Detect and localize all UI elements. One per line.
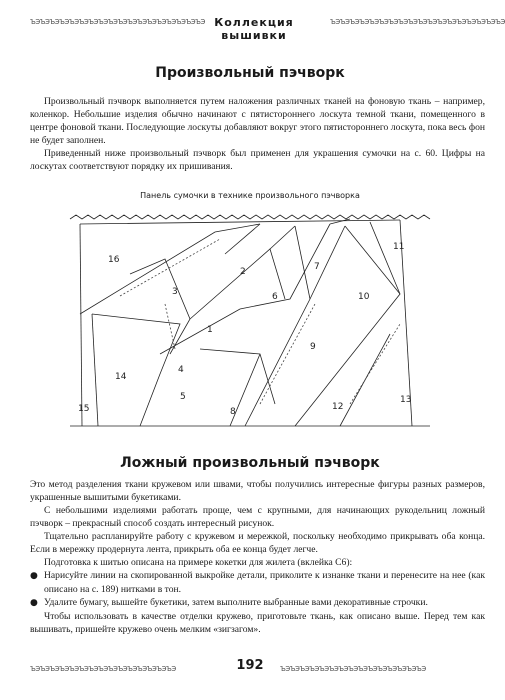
- patch-label: 11: [393, 242, 405, 252]
- patch-seam: [130, 259, 190, 354]
- paragraph: Тщательно распланируйте работу с кружевом и мережкой, поскольку необходимо прикрывать оба конца. Если в мережку продернута лента, прикрыть оба ее конца будет легче.: [30, 531, 485, 555]
- section-title: Произвольный пэчворк: [155, 65, 345, 81]
- patch-label: 5: [180, 392, 186, 402]
- patch-seam: [330, 219, 350, 224]
- patchwork-diagram: [70, 204, 430, 434]
- patch-seam: [245, 226, 310, 426]
- patch-seam: [270, 226, 295, 249]
- bullet-item: [30, 596, 485, 610]
- section-intro: [30, 95, 485, 173]
- patch-label: 1: [207, 325, 213, 335]
- paragraph: Чтобы использовать в качестве отделки кружево, приготовьте ткань, как описано выше. Перед тем как вышивать, пришейте кружево очень мелким «зигзагом».: [30, 611, 485, 635]
- paragraph: С небольшими изделиями работать проще, чем с крупными, для начинающих рукодельниц ложный пэчворк – прекрасный способ создать интересный рисунок.: [30, 505, 485, 529]
- bullet-icon: ●: [30, 598, 38, 608]
- bullet-text: Нарисуйте линии на скопированной выкройке детали, приколите к изнанке ткани и перенесите на нее (как описано на с. 189) нитками в тон.: [44, 570, 485, 595]
- patch-seam: [200, 349, 275, 404]
- patch-label: 13: [400, 395, 412, 405]
- paragraph: Приведенный ниже произвольный пэчворк был применен для украшения сумочки на с. 60. Цифры на лоскутах соответствуют порядку их пришивания.: [30, 148, 485, 172]
- patch-label: 12: [332, 402, 344, 412]
- patch-label: 14: [115, 372, 127, 382]
- diagram-caption: Панель сумочки в технике произвольного пэчворка: [140, 191, 360, 200]
- patch-label: 9: [310, 342, 316, 352]
- patch-label: 6: [272, 292, 278, 302]
- patch-label: 7: [314, 262, 320, 272]
- bullet-text: Удалите бумагу, вышейте букетики, затем выполните выбранные вами декоративные строчки.: [44, 597, 428, 608]
- paragraph: Произвольный пэчворк выполняется путем наложения различных тканей на фоновую ткань – например, коленкор. Небольшие изделия обычно начинают с пятистороннего лоскута темной ткани, помещенного в центре фоновой ткани. Последующие лоскуты добавляют вокруг этого пятистороннего лоскута, пока весь фон не будет заполнен.: [30, 96, 485, 146]
- header-ornament-right: ЪЭЪЭЪЭЪЭЪЭЪЭЪЭЪЭЪЭЪЭЪЭЪЭЪЭЪЭЪЭЪЭЪЭЪЭ: [330, 18, 505, 26]
- patch-label: 2: [240, 267, 246, 277]
- paragraph: Это метод разделения ткани кружевом или швами, чтобы получились интересные фигуры разных размеров, украшенные вышитыми букетиками.: [30, 479, 485, 503]
- patch-seam: [345, 226, 400, 294]
- bullet-item: [30, 569, 485, 596]
- section-title: Ложный произвольный пэчворк: [120, 455, 380, 471]
- patch-seam: [160, 224, 330, 354]
- patch-label: 3: [172, 287, 178, 297]
- top-zigzag-edge: [70, 215, 430, 219]
- paragraph: Подготовка к шитью описана на примере кокетки для жилета (вклейка С6):: [44, 557, 353, 568]
- patch-seam: [190, 249, 285, 319]
- footer-ornament-left: ЪЭЪЭЪЭЪЭЪЭЪЭЪЭЪЭЪЭЪЭЪЭЪЭЪЭЪЭЪЭ: [30, 665, 176, 673]
- patch-label: 10: [358, 292, 370, 302]
- section-body: [30, 478, 485, 636]
- page-number: 192: [236, 658, 264, 673]
- bullet-icon: ●: [30, 571, 38, 581]
- patch-seam: [92, 314, 98, 426]
- patch-seam: [80, 224, 260, 314]
- footer-ornament-right: ЪЭЪЭЪЭЪЭЪЭЪЭЪЭЪЭЪЭЪЭЪЭЪЭЪЭЪЭЪЭ: [280, 665, 426, 673]
- running-header: Коллекция вышивки: [214, 16, 294, 42]
- patch-seam: [92, 314, 180, 426]
- patch-label: 15: [78, 404, 90, 414]
- patch-label: 4: [178, 365, 184, 375]
- header-ornament-left: ЪЭЪЭЪЭЪЭЪЭЪЭЪЭЪЭЪЭЪЭЪЭЪЭЪЭЪЭЪЭЪЭЪЭЪЭ: [30, 18, 205, 26]
- patch-seam: [225, 224, 260, 254]
- patch-seam: [295, 222, 400, 426]
- patch-label: 8: [230, 407, 236, 417]
- patch-label: 16: [108, 255, 120, 265]
